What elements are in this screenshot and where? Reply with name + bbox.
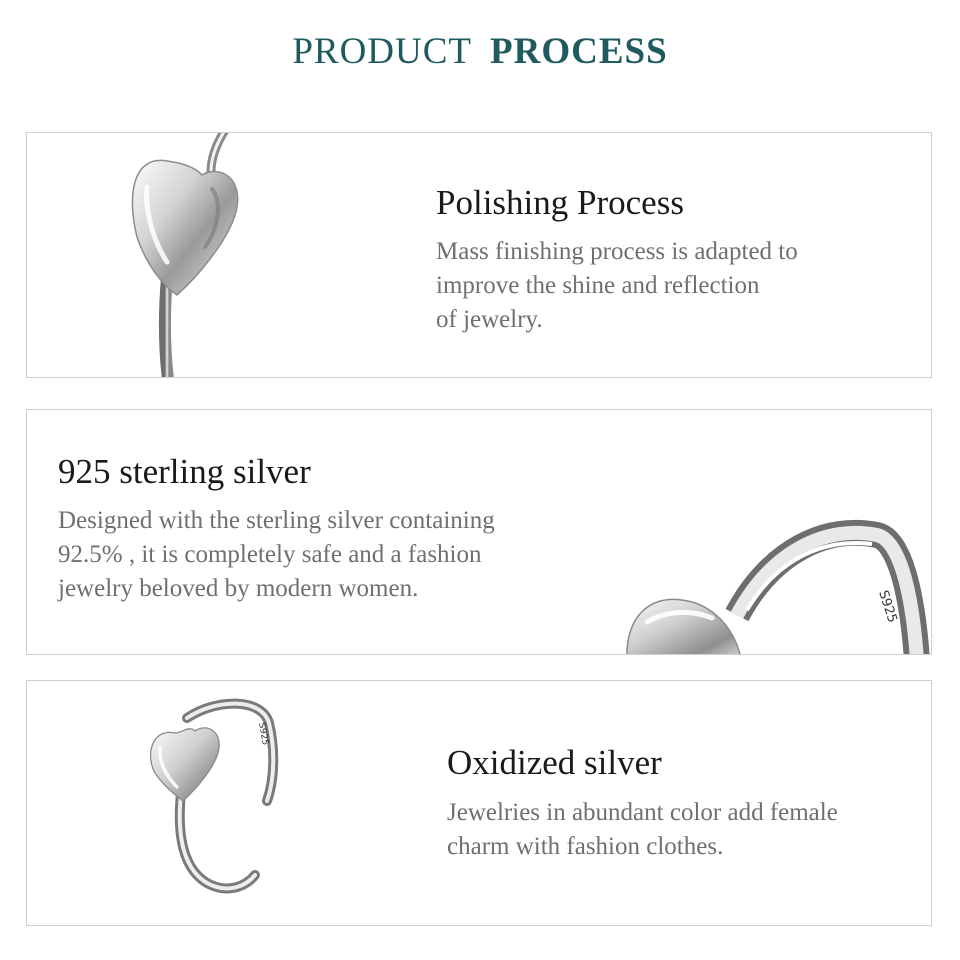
description-line: Mass finishing process is adapted to bbox=[436, 238, 798, 265]
heart-ring-s925-image bbox=[587, 510, 932, 655]
heading-bold: PROCESS bbox=[490, 31, 668, 72]
section-card-oxidized-silver bbox=[26, 680, 932, 926]
s925-stamp: S925 bbox=[875, 588, 900, 625]
section-description bbox=[436, 235, 798, 337]
section-title: Oxidized silver bbox=[447, 743, 662, 782]
description-line: jewelry beloved by modern women. bbox=[58, 575, 419, 602]
heart-ring-full-image bbox=[127, 693, 287, 908]
description-line: Jewelries in abundant color add female bbox=[447, 799, 838, 826]
section-title: 925 sterling silver bbox=[58, 452, 311, 491]
section-description bbox=[447, 796, 838, 864]
section-title: Polishing Process bbox=[436, 183, 684, 222]
description-line: of jewelry. bbox=[436, 306, 543, 333]
heading-light: PRODUCT bbox=[292, 31, 473, 72]
page-heading bbox=[0, 30, 960, 73]
description-line: 92.5% , it is completely safe and a fashion bbox=[58, 541, 482, 568]
description-line: charm with fashion clothes. bbox=[447, 833, 724, 860]
section-card-polishing bbox=[26, 132, 932, 378]
s925-stamp: S925 bbox=[256, 721, 270, 747]
description-line: improve the shine and reflection bbox=[436, 272, 760, 299]
description-line: Designed with the sterling silver containing bbox=[58, 507, 495, 534]
heart-ring-closeup-image bbox=[107, 132, 327, 378]
section-description bbox=[58, 504, 495, 606]
section-card-sterling-silver bbox=[26, 409, 932, 655]
